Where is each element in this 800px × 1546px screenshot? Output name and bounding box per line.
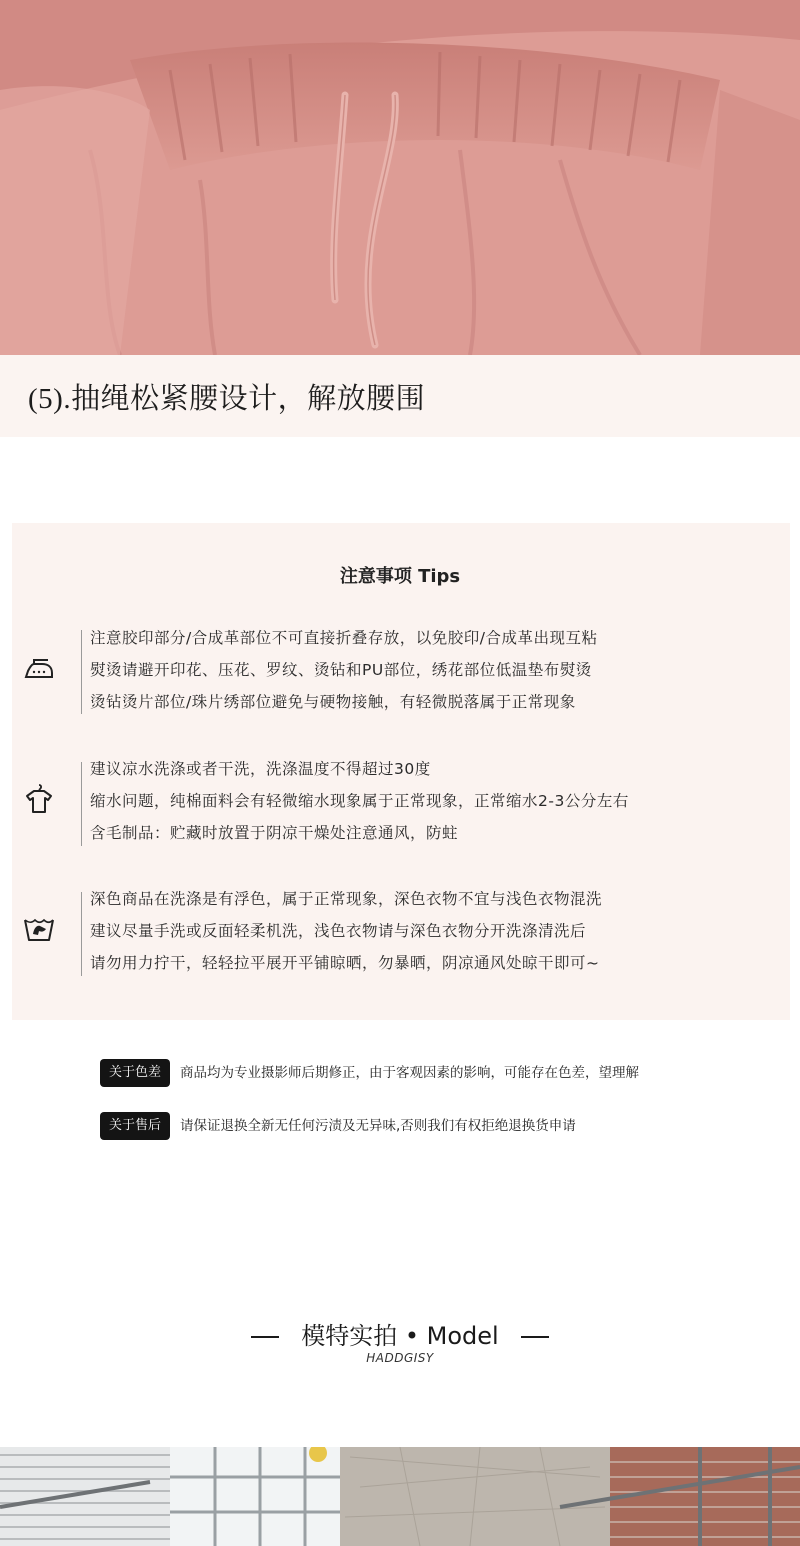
model-section-title	[0, 1316, 800, 1351]
notice-badge: 关于色差	[100, 1059, 170, 1087]
tip-line: 熨烫请避开印花、压花、罗纹、烫钻和PU部位，绣花部位低温垫布熨烫	[90, 661, 592, 679]
tip-divider	[81, 630, 82, 714]
tip-line: 建议尽量手洗或反面轻柔机洗，浅色衣物请与深色衣物分开洗涤清洗后	[90, 922, 587, 940]
notice-text: 请保证退换全新无任何污渍及无异味,否则我们有权拒绝退换货申请	[180, 1118, 576, 1134]
tip-line: 缩水问题，纯棉面料会有轻微缩水现象属于正常现象，正常缩水2-3公分左右	[90, 792, 629, 810]
notice-badge: 关于售后	[100, 1112, 170, 1140]
tips-title: 注意事项 Tips	[339, 566, 461, 587]
tip-line: 建议凉水洗涤或者干洗，洗涤温度不得超过30度	[90, 760, 431, 778]
product-photo-waistband	[0, 0, 800, 355]
shirt-hanger-icon	[22, 782, 56, 812]
tip-line: 含毛制品：贮藏时放置于阴凉干燥处注意通风，防蛀	[90, 824, 459, 842]
tip-group-handwash	[12, 882, 790, 982]
tip-line: 注意胶印部分/合成革部位不可直接折叠存放，以免胶印/合成革出现互粘	[90, 629, 598, 647]
tip-line: 请勿用力拧干，轻轻拉平展开平铺晾晒，勿暴晒，阴凉通风处晾干即可~	[90, 954, 600, 972]
iron-icon	[22, 655, 56, 685]
hand-wash-icon	[22, 912, 56, 942]
notice-text: 商品均为专业摄影师后期修正，由于客观因素的影响，可能存在色差，望理解	[180, 1065, 639, 1081]
tip-line: 烫钻烫片部位/珠片绣部位避免与硬物接触，有轻微脱落属于正常现象	[90, 693, 576, 711]
brand-subtitle: HADDGISY	[366, 1351, 434, 1365]
model-photo	[0, 1447, 800, 1546]
tip-line: 深色商品在洗涤是有浮色，属于正常现象，深色衣物不宜与浅色衣物混洗	[90, 890, 603, 908]
tip-group-ironing	[12, 620, 790, 720]
tip-divider	[81, 892, 82, 976]
tip-divider	[81, 762, 82, 846]
tip-group-washing	[12, 752, 790, 852]
feature-caption: (5).抽绳松紧腰设计，解放腰围	[28, 383, 426, 415]
notice-after-sales	[100, 1112, 720, 1142]
title-dash	[521, 1336, 549, 1338]
model-title-text: 模特实拍 • Model	[301, 1322, 499, 1350]
title-dash	[251, 1336, 279, 1338]
notice-color-difference	[100, 1059, 720, 1089]
